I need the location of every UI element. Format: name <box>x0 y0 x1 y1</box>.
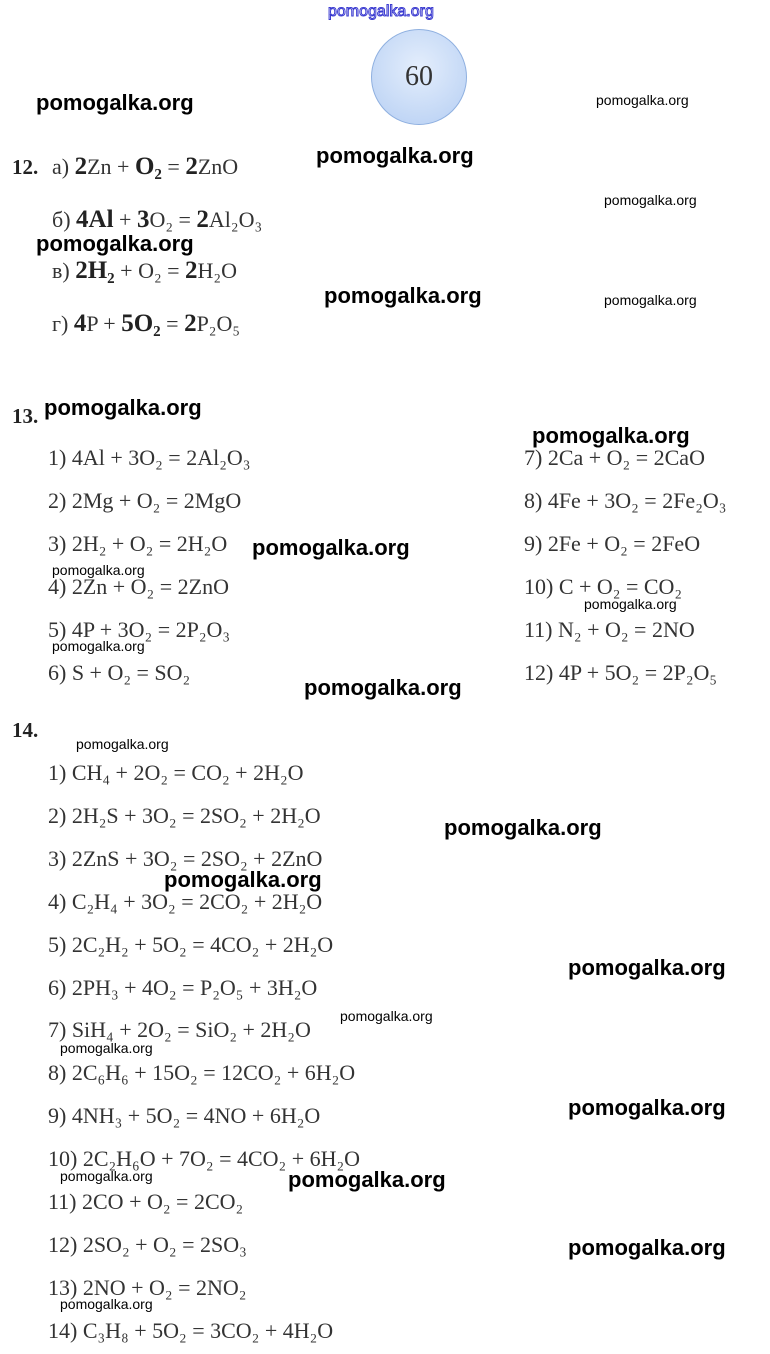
watermark: pomogalka.org <box>324 283 482 308</box>
equation-14-3: 3) 2ZnS + 3O₂ = 2SO₂ + 2ZnO <box>48 845 323 871</box>
watermark: pomogalka.org <box>60 1168 153 1184</box>
equation-14-7: 7) SiH₄ + 2O₂ = SiO₂ + 2H₂O <box>48 1017 311 1043</box>
equation-14-5: 5) 2C₂H₂ + 5O₂ = 4CO₂ + 2H₂O <box>48 931 334 957</box>
equation-part: Al₂O₃ <box>208 207 263 232</box>
watermark: pomogalka.org <box>532 423 690 448</box>
watermark: pomogalka.org <box>604 292 697 308</box>
equation-13-4: 4) 2Zn + O₂ = 2ZnO <box>48 574 229 599</box>
equation-13-9: 9) 2Fe + O₂ = 2FeO <box>524 531 701 556</box>
equation-14-12: 12) 2SO₂ + O₂ = 2SO₃ <box>48 1231 247 1257</box>
watermark: pomogalka.org <box>304 675 462 700</box>
equation-part: H₂O <box>197 258 237 283</box>
equation-part: 2 <box>185 153 198 180</box>
equation-part: = <box>161 154 186 179</box>
watermark: pomogalka.org <box>60 1040 153 1056</box>
equation-part: O₂ = <box>149 207 197 232</box>
equation-14-8: 8) 2C₆H₆ + 15O₂ = 12CO₂ + 6H₂O <box>48 1060 356 1086</box>
equation-13-11: 11) N₂ + O₂ = 2NO <box>524 617 695 642</box>
equation-13-6: 6) S + O₂ = SO₂ <box>48 660 191 685</box>
equation-13-12: 12) 4P + 5O₂ = 2P₂O₅ <box>524 660 718 685</box>
section-12-number: 12. <box>12 155 39 179</box>
equation-part: 2 <box>196 206 209 233</box>
equation-part: Zn + <box>87 154 135 179</box>
equation-12-2 <box>52 206 262 234</box>
equation-13-5: 5) 4P + 3O₂ = 2P₂O₃ <box>48 617 231 642</box>
watermark: pomogalka.org <box>596 92 689 108</box>
section-13-number: 13. <box>12 404 39 428</box>
watermark: pomogalka.org <box>316 143 474 168</box>
equation-part: 2 <box>185 257 198 284</box>
equation-part: 4Al <box>76 206 114 233</box>
equation-13-1: 1) 4Al + 3O₂ = 2Al₂O₃ <box>48 445 251 470</box>
equation-13-2: 2) 2Mg + O₂ = 2MgO <box>48 488 242 513</box>
site-link-watermark[interactable]: pomogalka.org <box>328 3 434 20</box>
equation-part: P + <box>86 311 122 336</box>
watermark: pomogalka.org <box>604 192 697 208</box>
equation-12-1 <box>52 153 238 181</box>
equation-part: + O₂ = <box>114 258 186 283</box>
watermark: pomogalka.org <box>584 596 677 612</box>
equation-part: 3 <box>136 206 150 233</box>
page-number: 60 <box>405 61 433 92</box>
watermark: pomogalka.org <box>444 815 602 840</box>
equation-14-10: 10) 2C₂H₆O + 7O₂ = 4CO₂ + 6H₂O <box>48 1146 361 1172</box>
equation-14-2: 2) 2H₂S + 3O₂ = 2SO₂ + 2H₂O <box>48 802 321 828</box>
equation-13-7: 7) 2Ca + O₂ = 2CaO <box>524 445 705 470</box>
equation-14-14: 14) C₃H₈ + 5O₂ = 3CO₂ + 4H₂O <box>48 1317 334 1343</box>
equation-14-4: 4) C₂H₄ + 3O₂ = 2CO₂ + 2H₂O <box>48 888 323 914</box>
equation-13-3: 3) 2H₂ + O₂ = 2H₂O <box>48 531 228 556</box>
equation-13-8: 8) 4Fe + 3O₂ = 2Fe₂O₃ <box>524 488 727 513</box>
equation-13-10: 10) C + O₂ = CO₂ <box>524 574 683 599</box>
equation-part: 2 <box>74 153 88 180</box>
equation-14-9: 9) 4NH₃ + 5O₂ = 4NO + 6H₂O <box>48 1103 321 1129</box>
equation-part: + <box>113 207 137 232</box>
watermark: pomogalka.org <box>288 1167 446 1192</box>
watermark: pomogalka.org <box>36 231 194 256</box>
watermark: pomogalka.org <box>252 535 410 560</box>
watermark: pomogalka.org <box>44 395 202 420</box>
watermark: pomogalka.org <box>36 90 194 115</box>
watermark: pomogalka.org <box>52 638 145 654</box>
item-label: г) <box>52 311 74 336</box>
equation-part: 4 <box>73 310 87 337</box>
equation-part: 5O₂ <box>121 310 161 337</box>
watermark: pomogalka.org <box>60 1296 153 1312</box>
equation-14-6: 6) 2PH₃ + 4O₂ = P₂O₅ + 3H₂O <box>48 974 318 1000</box>
equation-14-1: 1) CH₄ + 2O₂ = CO₂ + 2H₂O <box>48 760 304 785</box>
equation-part: 2 <box>184 310 197 337</box>
watermark: pomogalka.org <box>568 1095 726 1120</box>
equation-part: 2H₂ <box>75 257 115 284</box>
equation-part: ZnO <box>197 154 239 179</box>
equation-14-13: 13) 2NO + O₂ = 2NO₂ <box>48 1274 247 1300</box>
equation-part: P₂O₅ <box>196 311 241 336</box>
item-label: в) <box>52 258 76 283</box>
watermark: pomogalka.org <box>164 867 322 892</box>
watermark: pomogalka.org <box>52 562 145 578</box>
page-number-badge <box>371 29 467 125</box>
equation-12-3 <box>52 257 237 285</box>
equation-part: = <box>160 311 185 336</box>
equation-12-4 <box>52 310 240 338</box>
equation-14-11: 11) 2CO + O₂ = 2CO₂ <box>48 1189 244 1214</box>
equation-part: O₂ <box>134 153 162 180</box>
section-14-number: 14. <box>12 718 39 742</box>
watermark: pomogalka.org <box>568 955 726 980</box>
item-label: а) <box>52 154 75 179</box>
watermark: pomogalka.org <box>76 736 169 752</box>
item-label: б) <box>52 207 77 232</box>
watermark: pomogalka.org <box>568 1235 726 1260</box>
watermark: pomogalka.org <box>340 1008 433 1024</box>
